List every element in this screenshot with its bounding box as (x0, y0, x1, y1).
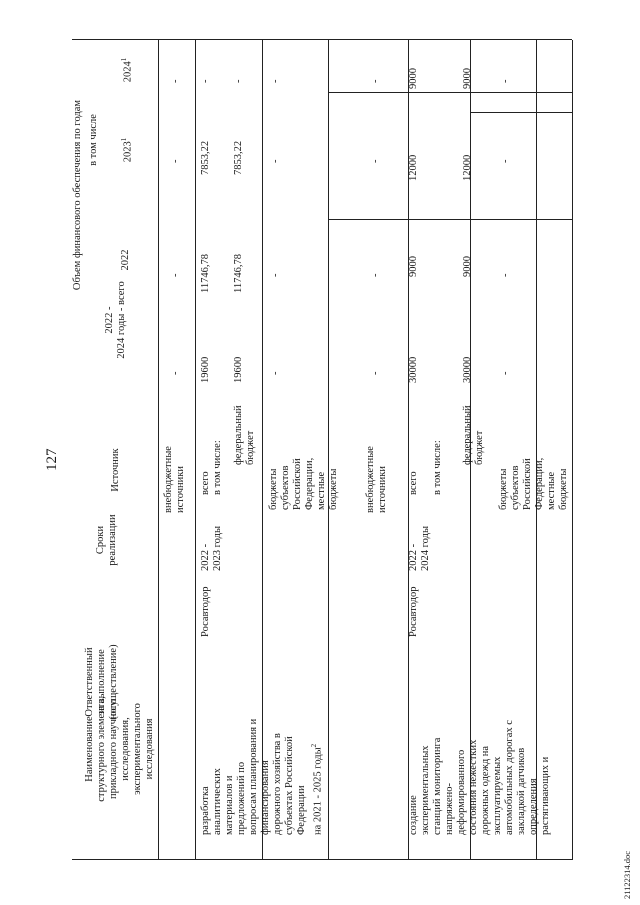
header-2024-year: 2024 (122, 61, 134, 83)
header-2024-footnote: 1 (120, 57, 128, 62)
page-number: 127 (44, 448, 60, 471)
header-2023-footnote: 1 (120, 137, 128, 142)
header-name: Наименование структурного элемента, прикладного научного исследования, экспериментального исследования (84, 696, 155, 802)
row2-responsible: Росавтодор (408, 586, 419, 637)
row2-terms: 2022 - 2024 годы (408, 525, 431, 571)
row1-fed-2023: 7853,22 (233, 140, 244, 175)
row2-source-regional: бюджеты субъектов Российской Федерации, местные бюджеты (498, 457, 569, 510)
row1-all-2023: 7853,22 (200, 140, 211, 175)
row2-name: создание экспериментальных станций мониторинга напряжено- деформированного состояния нежестких дорожных одежд на эксплуатируемых автомобильных дорогах с закладкой датчиков определения растягивающих и (408, 720, 551, 835)
col-sep-1 (195, 40, 196, 860)
row1-reg-2024: - (270, 79, 281, 83)
header-sep-volume (328, 92, 572, 93)
row1-name-text: разработка аналитических материалов и предложений по вопросам планирования и финансирования дорожного хозяйства в субъектах Российской Федерации на 2021 - 2025 годы (200, 718, 324, 835)
row1-source-all: всего в том числе: (200, 440, 223, 495)
col-sep-3 (328, 40, 329, 860)
row1-reg-total: - (270, 371, 281, 375)
header-2024 (118, 35, 135, 105)
row1-name (200, 719, 325, 835)
top-total: - (170, 371, 181, 375)
header-2022: 2022 (120, 249, 131, 271)
header-2023 (118, 115, 135, 185)
row1-all-2022: 11746,78 (200, 254, 211, 293)
footer-filename: 21122314.doc (622, 850, 632, 899)
row2-fed-total: 30000 (462, 356, 473, 383)
row2-reg-total: - (500, 371, 511, 375)
row2-reg-2023: - (500, 159, 511, 163)
row1-ext-2024: - (370, 79, 381, 83)
row1-fed-2024: - (233, 79, 244, 83)
row2-reg-2024: - (500, 79, 511, 83)
row1-source-federal: федеральный бюджет (233, 405, 256, 465)
row2-source-all: всего в том числе: (408, 440, 443, 495)
row1-name-footnote: 2 (310, 743, 318, 748)
header-responsible: Ответственный за выполнение (осуществление) (84, 644, 119, 720)
table-bottom-edge (572, 40, 573, 860)
row1-ext-total: - (370, 371, 381, 375)
row1-fed-total: 19600 (233, 356, 244, 383)
row2-all-total: 30000 (408, 356, 419, 383)
table-border-left (72, 859, 572, 860)
row2-reg-2022: - (500, 273, 511, 277)
top-2022: - (170, 273, 181, 277)
header-bottom-rule (158, 40, 159, 860)
row1-responsible: Росавтодор (200, 586, 211, 637)
top-2023: - (170, 159, 181, 163)
row1-source-extrabudget: внебюджетные источники (365, 446, 388, 513)
header-incl: в том числе (88, 114, 99, 166)
row1-reg-2023: - (270, 159, 281, 163)
top-source-extrabudget: внебюджетные источники (163, 446, 186, 513)
row2-fed-2022: 9000 (462, 256, 473, 277)
header-sep-years (328, 219, 572, 220)
row2-source-federal: федеральный бюджет (462, 405, 485, 465)
row2-all-2023: 12000 (408, 154, 419, 181)
top-2024: - (170, 79, 181, 83)
row1-ext-2023: - (370, 159, 381, 163)
row1-all-total: 19600 (200, 356, 211, 383)
row1-fed-2022: 11746,78 (233, 254, 244, 293)
table-border-right (72, 39, 572, 40)
header-source: Источник (110, 448, 121, 492)
row2-fed-2023: 12000 (462, 154, 473, 181)
header-terms: Сроки реализации (95, 514, 118, 566)
row2-all-2024: 9000 (408, 68, 419, 89)
row1-all-2024: - (200, 79, 211, 83)
header-volume: Объем финансового обеспечения по годам (72, 99, 83, 291)
row1-ext-2022: - (370, 273, 381, 277)
row1-terms: 2022 - 2023 годы (200, 525, 223, 571)
row2-all-2022: 9000 (408, 256, 419, 277)
row1-reg-2022: - (270, 273, 281, 277)
header-2023-year: 2023 (122, 141, 134, 163)
header-total: 2022 - 2024 годы - всего (104, 281, 127, 359)
header-sep-incl (470, 112, 572, 113)
row1-source-regional: бюджеты субъектов Российской Федерации, местные бюджеты (268, 457, 339, 510)
row2-fed-2024: 9000 (462, 68, 473, 89)
